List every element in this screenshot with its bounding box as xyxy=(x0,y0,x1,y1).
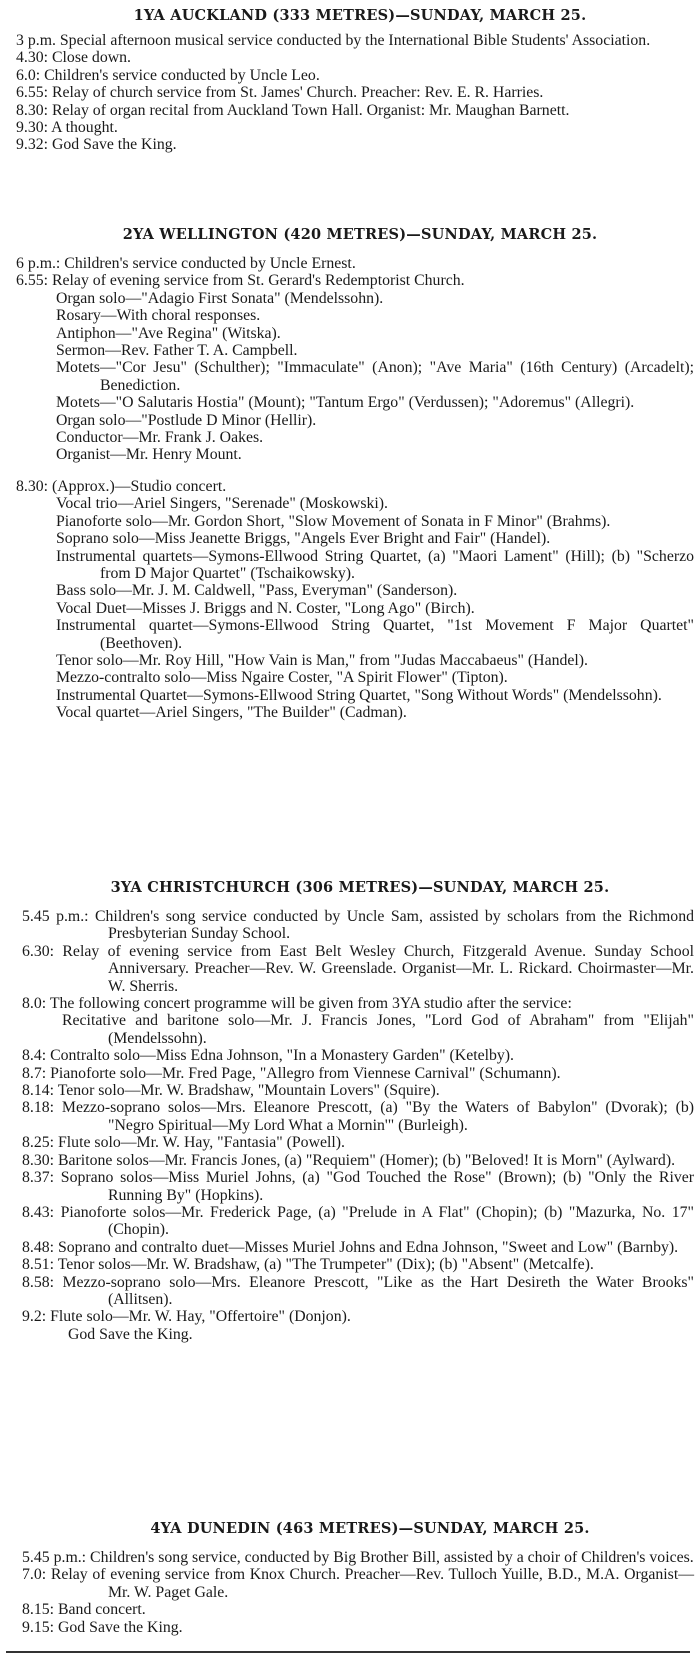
concert-item: Instrumental quartets—Symons-Ellwood String Quartet, (a) "Maori Lament" (Hill); (b) "Scherzo from D Major Quartet" (Tschaikowsky). xyxy=(56,547,694,582)
programme-entry xyxy=(0,1204,700,1239)
entry-time: 9.2: xyxy=(22,1308,47,1326)
programme-entry xyxy=(0,1082,700,1099)
entry-time: 8.0: xyxy=(22,995,47,1013)
programme-entry xyxy=(0,995,700,1012)
service-item: Organ solo—"Adagio First Sonata" (Mendelssohn). xyxy=(56,289,384,307)
entry-text: Children's song service conducted by Uncle Sam, assisted by scholars from the Richmond Presbyterian Sunday School. xyxy=(95,908,695,943)
concert-item: Vocal Duet—Misses J. Briggs and N. Coster, "Long Ago" (Birch). xyxy=(56,599,475,617)
section-heading: 1YA AUCKLAND (333 METRES)—SUNDAY, MARCH 25. xyxy=(133,7,587,24)
programme-entry xyxy=(0,1274,700,1309)
concert-item: Tenor solo—Mr. Roy Hill, "How Vain is Man," from "Judas Maccabaeus" (Handel). xyxy=(56,651,589,669)
entry-text: Children's service conducted by Uncle Ernest. xyxy=(64,255,356,272)
programme-entry xyxy=(0,1239,700,1256)
entry-text: Pianoforte solos—Mr. Frederick Page, (a) "Prelude in A Flat" (Chopin); (b) "Mazurka, No. 17" (Chopin). xyxy=(60,1203,694,1239)
entry-text: Recitative and baritone solo—Mr. J. Francis Jones, "Lord God of Abraham" from "Elijah" (Mendelssohn). xyxy=(62,1012,694,1047)
programme-entry xyxy=(0,32,700,49)
entry-time: 8.7: xyxy=(22,1064,47,1082)
programme-entry xyxy=(0,1099,700,1134)
entry-text: Mezzo-soprano solo—Mrs. Eleanore Prescott, "Like as the Hart Desireth the Water Brooks" (Allitsen). xyxy=(62,1273,694,1308)
section-4ya-dunedin xyxy=(0,1519,700,1636)
entry-text: Children's song service, conducted by Big Brother Bill, assisted by a choir of Children's voices. xyxy=(90,1549,694,1566)
entry-time: 5.45 p.m.: xyxy=(22,1549,87,1566)
programme-entry xyxy=(0,67,700,84)
service-item: Motets—"Cor Jesu" (Schulther); "Immaculate" (Anon); "Ave Maria" (16th Century) (Arcadelt); Benediction. xyxy=(56,359,694,394)
entry-text: God Save the King. xyxy=(58,1618,183,1636)
entry-time: 9.32: xyxy=(16,136,49,154)
entry-text: Close down. xyxy=(52,49,131,67)
entry-text: Flute solo—Mr. W. Hay, "Fantasia" (Powell). xyxy=(58,1134,345,1152)
programme-entry xyxy=(0,255,700,272)
programme-entry xyxy=(0,136,700,153)
entry-text: Relay of evening service from Knox Church. Preacher—Rev. Tulloch Yuille, B.D., M.A. Organist—Mr. W. Paget Gale. xyxy=(50,1566,695,1601)
programme-entry xyxy=(0,49,700,66)
entry-time: 6.0: xyxy=(16,66,41,84)
entry-text: Tenor solo—Mr. W. Bradshaw, "Mountain Lovers" (Squire). xyxy=(57,1082,440,1100)
entry-text: Soprano and contralto duet—Misses Muriel Johns and Edna Johnson, "Sweet and Low" (Barnby). xyxy=(58,1238,679,1256)
section-2ya-wellington xyxy=(0,225,700,722)
programme-entry xyxy=(0,1152,700,1169)
entry-text: God Save the King. xyxy=(68,1325,193,1343)
entry-time: 4.30: xyxy=(16,49,49,67)
concert-items xyxy=(0,495,700,721)
programme-entry xyxy=(0,1601,700,1618)
entry-text: God Save the King. xyxy=(52,136,177,154)
section-heading: 2YA WELLINGTON (420 METRES)—SUNDAY, MARCH 25. xyxy=(122,226,598,243)
programme-entry xyxy=(0,478,700,495)
programme-entry xyxy=(0,1549,700,1566)
entry-text: Soprano solos—Miss Muriel Johns, (a) "God Touched the Rose" (Brown); (b) "Only the River Running By" (Hopkins). xyxy=(60,1169,694,1204)
concert-item: Soprano solo—Miss Jeanette Briggs, "Angels Ever Bright and Fair" (Handel). xyxy=(56,530,551,548)
entry-time: 6.55: xyxy=(16,84,49,102)
section-3ya-christchurch xyxy=(0,878,700,1343)
programme-entry xyxy=(0,1619,700,1636)
entry-text: Relay of evening service from East Belt Wesley Church, Fitzgerald Avenue. Sunday School Anniversary. Preacher—Rev. W. Greenslade. Organist—Mr. L. Rickard. Choirmaster—Mr. W. Sherris. xyxy=(62,942,694,995)
entry-text: Mezzo-soprano solos—Mrs. Eleanore Prescott, (a) "By the Waters of Babylon" (Dvorak); (b) "Negro Spiritual—My Lord What a Mornin'" (Burleigh). xyxy=(61,1099,694,1134)
entry-time: 8.37: xyxy=(22,1169,55,1187)
programme-entry xyxy=(0,119,700,136)
entry-text: Special afternoon musical service conducted by the International Bible Students' Association. xyxy=(59,32,651,49)
entry-time: 9.15: xyxy=(22,1618,55,1636)
entry-time: 8.14: xyxy=(22,1082,55,1100)
programme-entry xyxy=(0,908,700,943)
entry-time: 3 p.m. xyxy=(16,32,56,49)
entry-time: 8.51: xyxy=(22,1256,55,1274)
entry-text: Contralto solo—Miss Edna Johnson, "In a Monastery Garden" (Ketelby). xyxy=(50,1047,515,1065)
programme-entry xyxy=(0,943,700,995)
entry-time: 8.4: xyxy=(22,1047,47,1065)
programme-entry xyxy=(0,1047,700,1064)
entry-time: 6 p.m.: xyxy=(16,255,61,272)
section-heading: 4YA DUNEDIN (463 METRES)—SUNDAY, MARCH 25. xyxy=(150,1520,590,1537)
programme-entry xyxy=(0,1566,700,1601)
entry-text: Relay of organ recital from Auckland Town Hall. Organist: Mr. Maughan Barnett. xyxy=(52,101,570,119)
service-item: Sermon—Rev. Father T. A. Campbell. xyxy=(56,342,298,360)
entry-time: 5.45 p.m.: xyxy=(22,908,89,925)
entry-text: Relay of evening service from St. Gerard's Redemptorist Church. xyxy=(52,272,465,290)
service-item: Rosary—With choral responses. xyxy=(56,307,261,325)
entry-text: A thought. xyxy=(51,119,118,137)
entry-time: 8.58: xyxy=(22,1273,55,1291)
entry-text: Pianoforte solo—Mr. Fred Page, "Allegro from Viennese Carnival" (Schumann). xyxy=(50,1064,561,1082)
service-item: Organist—Mr. Henry Mount. xyxy=(56,446,242,464)
service-items xyxy=(0,290,700,464)
concert-item: Vocal quartet—Ariel Singers, "The Builder" (Cadman). xyxy=(56,704,407,722)
entry-time: 8.18: xyxy=(22,1099,55,1117)
entry-time: 6.30: xyxy=(22,942,55,960)
concert-item: Vocal trio—Ariel Singers, "Serenade" (Moskowski). xyxy=(56,495,388,513)
service-item: Motets—"O Salutaris Hostia" (Mount); "Tantum Ergo" (Verdussen); "Adoremus" (Allegri). xyxy=(56,394,635,412)
entry-time: 6.55: xyxy=(16,272,49,290)
entry-text: Children's service conducted by Uncle Leo. xyxy=(44,66,320,84)
entry-text: The following concert programme will be given from 3YA studio after the service: xyxy=(49,995,572,1013)
programme-entry xyxy=(0,1134,700,1151)
entry-time: 8.30: xyxy=(22,1151,55,1169)
programme-entry xyxy=(0,1065,700,1082)
entry-time: 8.25: xyxy=(22,1134,55,1152)
concert-item: Bass solo—Mr. J. M. Caldwell, "Pass, Everyman" (Sanderson). xyxy=(56,582,458,600)
entry-time: 9.30: xyxy=(16,119,49,137)
programme-entry xyxy=(0,1169,700,1204)
programme-entry xyxy=(0,102,700,119)
service-item: Antiphon—"Ave Regina" (Witska). xyxy=(56,324,281,342)
concert-item: Instrumental Quartet—Symons-Ellwood String Quartet, "Song Without Words" (Mendelssohn). xyxy=(56,686,662,704)
service-item: Organ solo—"Postlude D Minor (Hellir). xyxy=(56,411,317,429)
entry-text: Tenor solos—Mr. W. Bradshaw, (a) "The Trumpeter" (Dix); (b) "Absent" (Metcalfe). xyxy=(57,1256,594,1274)
entry-text: Band concert. xyxy=(58,1601,146,1619)
section-1ya-auckland xyxy=(0,6,700,154)
programme-entry xyxy=(0,1012,700,1047)
entry-text: (Approx.)—Studio concert. xyxy=(52,477,227,495)
entry-time: 7.0: xyxy=(22,1566,47,1584)
entry-time: 8.48: xyxy=(22,1238,55,1256)
concert-item: Pianoforte solo—Mr. Gordon Short, "Slow Movement of Sonata in F Minor" (Brahms). xyxy=(56,512,611,530)
programme-entry xyxy=(0,1308,700,1325)
entry-text: Relay of church service from St. James' Church. Preacher: Rev. E. R. Harries. xyxy=(52,84,544,102)
programme-entry xyxy=(0,1256,700,1273)
bottom-rule xyxy=(6,1651,690,1653)
concert-item: Instrumental quartet—Symons-Ellwood String Quartet, "1st Movement F Major Quartet" (Beethoven). xyxy=(56,617,694,652)
section-heading: 3YA CHRISTCHURCH (306 METRES)—SUNDAY, MARCH 25. xyxy=(110,879,610,896)
service-item: Conductor—Mr. Frank J. Oakes. xyxy=(56,429,264,447)
entry-text: Baritone solos—Mr. Francis Jones, (a) "Requiem" (Homer); (b) "Beloved! It is Morn" (Aylward). xyxy=(58,1151,676,1169)
entry-time: 8.43: xyxy=(22,1203,55,1221)
entry-text: Flute solo—Mr. W. Hay, "Offertoire" (Donjon). xyxy=(50,1308,351,1326)
entry-time: 8.30: xyxy=(16,477,49,495)
programme-entry xyxy=(0,84,700,101)
entry-time: 8.30: xyxy=(16,101,49,119)
programme-entry xyxy=(0,272,700,289)
programme-entry xyxy=(0,1326,700,1343)
concert-item: Mezzo-contralto solo—Miss Ngaire Coster, "A Spirit Flower" (Tipton). xyxy=(56,669,508,687)
entry-time: 8.15: xyxy=(22,1601,55,1619)
